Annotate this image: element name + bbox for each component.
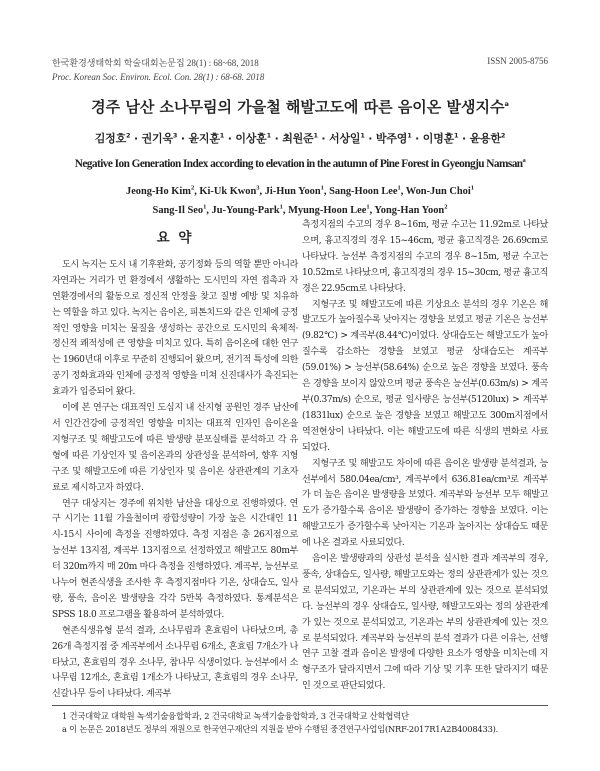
author-affiliation-mark: 1 <box>360 131 365 140</box>
title-ko-text: 경주 남산 소나무림의 가을철 해발고도에 따른 음이온 발생지수 <box>91 98 505 116</box>
abstract-paragraph: 지형구조 및 해발고도에 따른 기상요소 분석의 경우 기온은 해발고도가 높아질수록 낮아지는 경향을 보였고 평균 기온은 능선부(9.82℃) > 계곡부(8.44℃)이었다. 상대습도는 해발고도가 높아질수록 감소하는 경향을 보였고 평균 상대습도는 계곡부(59.01%) > 능선부(58.64%) 순으로 높은 경향을 보였다. 풍속은 경향을 보이지 않았으며 평균 풍속은 능선부(0.63m/s) > 계곡부(0.37m/s) 순으로, 평균 일사량은 능선부(5120lux) > 계곡부(1831lux) 순으로 높은 경향을 보였고 해발고도 300m지점에서 역전현상이 나타났다. 이는 해발고도에 따른 식생의 변화로 사료되었다. <box>302 299 548 453</box>
paper-title-en <box>0 158 600 170</box>
author-affiliation-mark: 2 <box>444 203 448 211</box>
footnote-funding: a 이 논문은 2018년도 정부의 재원으로 한국연구재단의 지원을 받아 수행된 중견연구사업임(NRF-2017R1A2B4008433). <box>62 724 499 734</box>
footnote-affiliations: 1 건국대학교 대학원 녹색기술융합학과, 2 건국대학교 녹색기술융합학과, 3 건국대학교 산학협력단 <box>62 711 409 721</box>
author-affiliation-mark: 1 <box>203 203 207 211</box>
journal-title-ko: 한국환경생태학회 학술대회논문집 28(1) : 68~68, 2018 <box>52 58 259 68</box>
authors-en <box>0 182 600 220</box>
author-affiliation-mark: 1 <box>454 131 459 140</box>
author-name: 권기욱 <box>141 132 173 145</box>
author-name: Sang-Il Seo <box>152 205 204 216</box>
author-affiliation-mark: 1 <box>407 131 412 140</box>
author-name: 윤용한 <box>469 132 501 145</box>
abstract-paragraph: 측정지점의 수고의 경우 8~16m, 평균 수고는 11.92m로 나타났으며, 흉고직경의 경우 15~46cm, 평균 흉고직경은 26.69cm로 나타났다. 능선부 측정지점의 수고의 경우 8~15m, 평균 수고는 10.52m로 나타났으며, 흉고직경의 경우 15~30cm, 평균 흉고직경은 22.95cm로 나타났다. <box>302 220 548 294</box>
author-name: Jeong-Ho Kim <box>126 186 191 197</box>
author-affiliation-mark: 3 <box>256 184 260 192</box>
footnotes <box>62 710 548 736</box>
running-header-left <box>52 56 264 84</box>
issn: ISSN 2005-8756 <box>487 56 548 66</box>
authors-ko: 김정호$^2$ · 권기욱$^3$ · 윤지훈$^1$ · 이상훈$^1$ · 최원준$^1$ · 서상일$^1$ · 박주영$^1$ · 이명훈$^1$ · 윤용한$^2$ <box>94 131 506 145</box>
title-en-footnote-mark: a <box>522 157 526 165</box>
author-affiliation-mark: 1 <box>219 131 225 140</box>
author-affiliation-mark: 2 <box>126 131 131 140</box>
abstract-heading: 요 약 <box>156 230 194 246</box>
author-affiliation-mark: 2 <box>500 131 506 140</box>
authors-en-line-1: Jeong-Ho Kim$^2$, Ki-Uk Kwon$^3$, Ji-Hun Yoon$^1$, Sang-Hoon Lee$^1$, Won-Jun Choi$^1$ <box>126 184 474 197</box>
abstract-paragraph: 음이온 발생량과의 상관성 분석을 실시한 결과 계곡부의 경우, 풍속, 상대습도, 일사량, 해발고도와는 정의 상관관계가 있는 것으로 분석되었고, 기온과는 부의 상관관계에 있는 것으로 분석되었다. 능선부의 경우 상대습도, 일사량, 해발고도와는 정의 상관관계가 있는 것으로 분석되었고, 기온과는 부의 상관관계에 있는 것으로 분석되었다. 계곡부와 능선부의 분석 결과가 다른 이유는, 선행 연구 고찰 결과 음이온 발생에 다양한 요소가 영향을 미치는데 지형구조가 달라지면서 그에 따라 기상 및 기후 또한 달라지기 때문인 것으로 판단되었다. <box>302 554 548 692</box>
abstract-paragraph: 현존식생유형 분석 결과, 소나무림과 혼효림이 나타났으며, 총 26개 측정지점 중 계곡부에서 소나무림 6개소, 혼효림 7개소가 나타났고, 혼효림의 경우 소나무, 참나무 식생이었다. 능선부에서 소나무림 12개소, 혼효림 1개소가 나타났고, 혼효림의 경우 소나무, 신갈나무 등이 나타났다. 계곡부 <box>52 625 298 700</box>
author-name: 윤지훈 <box>188 132 220 145</box>
author-affiliation-mark: 1 <box>470 184 474 192</box>
paper-title-ko <box>0 96 600 117</box>
author-name: Ju-Young-Park <box>211 205 280 216</box>
author-name: 서상일 <box>329 132 361 145</box>
journal-title-en: Proc. Korean Soc. Environ. Ecol. Con. 28(1) : 68-68. 2018 <box>52 72 265 82</box>
authors-en-line-2: Sang-Il Seo$^1$, Ju-Young-Park$^1$, Myung-Hoon Lee$^1$, Yong-Han Yoon$^2$ <box>152 203 448 216</box>
author-name: Yong-Han Yoon <box>374 205 445 216</box>
author-affiliation-mark: 3 <box>172 131 178 140</box>
title-en-text: Negative Ion Generation Index according to elevation in the autumn of Pine Forest in Gyeongju Namsan <box>74 158 523 170</box>
author-name: Sang-Hoon Lee <box>329 186 398 197</box>
author-name: Won-Jun Choi <box>405 186 471 197</box>
author-affiliation-mark: 1 <box>397 184 401 192</box>
author-affiliation-mark: 2 <box>190 184 195 192</box>
abstract-paragraph: 연구 대상지는 경주에 위치한 남산을 대상으로 진행하였다. 연구 시기는 11월 가을철이며 광합성량이 가장 높은 시간대인 11시-15시 사이에 측정을 진행하였다. 측정 지점은 총 26지점으로 능선부 13지점, 계곡부 13지점으로 선정하였고 해발고도 80m부터 320m까지 매 20m 마다 측정을 진행하였다. 계곡부, 능선부로 나누어 현존식생을 조사한 후 측정지점마다 기온, 상대습도, 일사량, 풍속, 음이온 발생량을 각각 5반복 측정하였다. 통계분석은 SPSS 18.0 프로그램을 활용하여 분석하였다. <box>52 498 298 620</box>
author-affiliation-mark: 1 <box>279 203 283 211</box>
abstract-left-column <box>52 231 298 703</box>
author-affiliation-mark: 1 <box>366 203 370 211</box>
author-affiliation-mark: 1 <box>313 131 318 140</box>
author-name: 김정호 <box>94 132 127 145</box>
author-name: 박주영 <box>375 132 408 145</box>
abstract-paragraph: 이에 본 연구는 대표적인 도심지 내 산지형 공원인 경주 남산에서 인간건강에 긍정적인 영향을 미치는 대표적 인자인 음이온을 지형구조 및 해발고도에 따른 발생량 분포실태를 분석하고 각 유형에 따른 기상인자 및 음이온과의 상관성을 분석하여, 향후 지형구조 및 해발고도에 따른 기상인자 및 음이온 상관관계의 기초자료로 제시하고자 하였다. <box>52 403 298 493</box>
title-ko-footnote-mark: a <box>504 100 509 108</box>
abstract-paragraph: 지형구조 및 해발고도 차이에 따른 음이온 발생량 분석결과, 능선부에서 580.04ea/cm³, 계곡부에서 636.81ea/cm³로 계곡부가 더 높은 음이온 발생량을 보였다. 계곡부와 능선부 모두 해발고도가 증가할수록 음이온 발생량이 증가하는 경향을 보였다. 이는 해발고도가 증가할수록 낮아지는 기온과 높아지는 상대습도 때문에 나온 결과로 사료되었다. <box>302 458 548 549</box>
author-name: 이명훈 <box>422 132 455 145</box>
abstract-paragraph: 도시 녹지는 도시 내 기후완화, 공기정화 등의 역할 뿐만 아니라 자연과는 거리가 먼 환경에서 생활하는 도시민의 자연 접촉과 자연환경에서의 활동으로 정신적 안정을 찾고 질병 예방 및 치유하는 역할을 하고 있다. 녹지는 음이온, 피톤치드와 같은 인체에 긍정적인 영향을 미치는 물질을 생성하는 공간으로 도시민의 육체적·정신적 쾌적성에 큰 영향을 미치고 있다. 특히 음이온에 대한 연구는 1960년대 이후로 꾸준히 진행되어 왔으며, 전기적 특성에 의한 공기 정화효과와 인체에 긍정적 영향을 미쳐 신진대사가 촉진되는 효과가 입증되어 왔다. <box>52 259 298 398</box>
author-name: Ki-Uk Kwon <box>199 186 257 197</box>
author-affiliation-mark: 1 <box>320 184 324 192</box>
author-name: 이상훈 <box>235 132 267 145</box>
author-affiliation-mark: 1 <box>266 131 271 140</box>
abstract-right-column <box>302 218 548 695</box>
author-name: Ji-Hun Yoon <box>264 186 321 197</box>
footnote-rule <box>52 705 548 706</box>
author-name: Myung-Hoon Lee <box>288 205 367 216</box>
author-name: 최원준 <box>282 132 314 145</box>
